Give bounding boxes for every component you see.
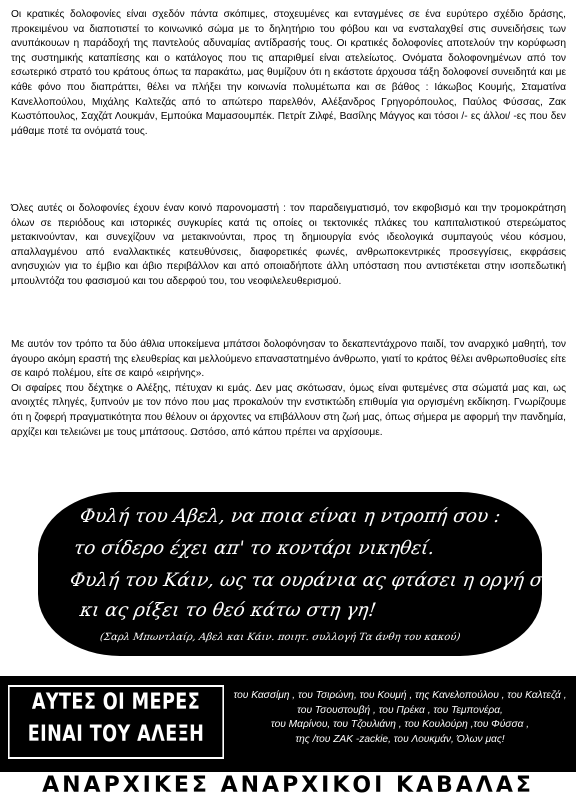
names-line: της /του ZAK -zackie, του Λουκμάν, Όλων μας! (295, 733, 505, 745)
paragraph-1 (11, 8, 566, 146)
slogan-box (8, 685, 224, 759)
poem-line-4: κι ας ρίξει το θεό κάτω στη γη! (78, 600, 378, 621)
poem-line-3: Φυλή του Κάιν, ως τα ουράνια ας φτάσει η οργή σου (68, 570, 567, 591)
poem-banner (40, 494, 567, 654)
slogan-line-1: ΑΥΤΕΣ ΟΙ ΜΕΡΕΣ (31, 690, 201, 715)
signature: ΑΝΑΡΧΙΚΕΣ ΑΝΑΡΧΙΚΟΙ ΚΑΒΑΛΑΣ (42, 773, 534, 798)
names-line: του Τσουστουβή , του Πρέκα , του Τεμπονέρα, (297, 704, 503, 716)
poem-line-2: το σίδερο έχει απ' το κοντάρι νικηθεί. (72, 538, 436, 559)
paragraph-3 (11, 338, 566, 447)
paragraph-2 (11, 202, 566, 297)
names-list (232, 689, 568, 747)
poem-citation: (Σαρλ Μπωντλαίρ, Αβελ και Κάιν. ποιητ. συλλογή Τα άνθη του κακού) (99, 632, 462, 643)
names-line: του Μαρίνου, του Τζουλιάνη , του Κουλούρη ,του Φύσσα , (270, 719, 530, 730)
paragraph-text: Με αυτόν τον τρόπο τα δύο άθλια υποκείμενα μπάτσοι δολοφόνησαν το δεκαπεντάχρονο παιδί, τον αναρχικό μαθητή, τον άγουρο ακόμη εραστή της ελευθερίας και μελλούμενο επαναστατημένο άνθρωπο, γιατί το κράτος θέλει ανθρωποθυσίες είτε σε καιρό πολέμου, είτε σε καιρό «ειρήνης». Οι σφαίρες που δέχτηκε ο Αλέξης, πέτυχαν κι εμάς. Δεν μας σκότωσαν, όμως είναι φυτεμένες στα σώματά μας και, ως ανοιχτές πληγές, ξυπνούν με τον πόνο που μας προκαλούν την ενστικτώδη επιθυμία για οργισμένη εκδίκηση. Γνωρίζουμε ότι η ζοφερή πραγματικότητα που θέλουν οι άρχοντες να επιβάλλουν στη ζωή μας, όπως σήμερα με αφορμή την πανδημία, αρχίζει και τελειώνει με τους μπάτσους. Ωστόσο, από κάπου πρέπει να αρχίσουμε. (11, 339, 566, 438)
poem-line-1: Φυλή του Αβελ, να ποια είναι η ντροπή σου : (78, 506, 502, 527)
slogan-line-2: ΕΙΝΑΙ ΤΟΥ ΑΛΕΞΗ (27, 722, 205, 747)
paragraph-text: Οι κρατικές δολοφονίες είναι σχεδόν πάντα σκόπιμες, στοχευμένες και ενταγμένες σε ένα ευρύτερο σχέδιο δράσης, προκειμένου να διαποτιστεί το κοινωνικό σώμα με το δηλητήριο του φόβου και να ενσταλαχθεί στις συνειδήσεις των ανυπάκουων η παράδοχή της παντελούς αδυναμίας αντίδρασής τους. Οι κρατικές δολοφονίες αποτελούν την κορύφωση της συστημικής καταπίεσης και ο κατάλογος που τις απαριθμεί είναι ατελείωτος. Ονόματα δολοφονημένων από τον εσωτερικό στρατό του κράτους όπως τα παρακάτω, μας θυμίζουν ότι η εκάστοτε άρχουσα τάξη δολοφονεί συνειδητά και με κάθε φόνο που διαπράττει, θέλει να πλήξει την κοινωνία πολυμέτωπα και σε βάθος : Ιάκωβος Κουμής, Σταματίνα Κανελλοπούλου, Μιχάλης Καλτεζάς από το απώτερο παρελθόν, Αλέξανδρος Γρηγορόπουλος, Παύλος Φύσσας, Ζακ Κωστόπουλος, Σαχζάτ Λουκμάν, Εμπούκα Μαμασουμπέκ. Πετρίτ Ζιλφέ, Βασίλης Μάγγος και τόσοι /- ες άλλοι/ -ες που δεν μάθαμε ποτέ τα ονόματά τους. (11, 9, 566, 137)
paragraph-text: Όλες αυτές οι δολοφονίες έχουν έναν κοινό παρονομαστή : τον παραδειγματισμό, τον εκφοβισμό και την τρομοκράτηση όλων σε περιόδους και ιστορικές συγκυρίες κατά τις οποίες οι τεκτονικές πλάκες του καπιταλιστικού στερεώματος μετακινούνταν, και συνεχίζουν να μετακινούνται, προς τη δημιουργία ενός ιδεολογικά συμπαγούς νέου κόσμου, απαλλαγμένου από εναλλακτικές κατευθύνσεις, διαφορετικές φωνές, ανθρωποκεντρικές προσεγγίσεις, εκφράσεις ανησυχιών για το έμβιο και άβιο περιβάλλον και από οποιαδήποτε άλλη υπόσταση που αντιστέκεται στην ισοπεδωτική μπουλντόζα του φασισμού και του αδερφού του, του νεοφιλελευθερισμού. (11, 203, 566, 287)
names-line: του Κασσίμη , του Τσιρώνη, του Κουμή , της Κανελοπούλου , του Καλτεζά , (233, 690, 567, 701)
